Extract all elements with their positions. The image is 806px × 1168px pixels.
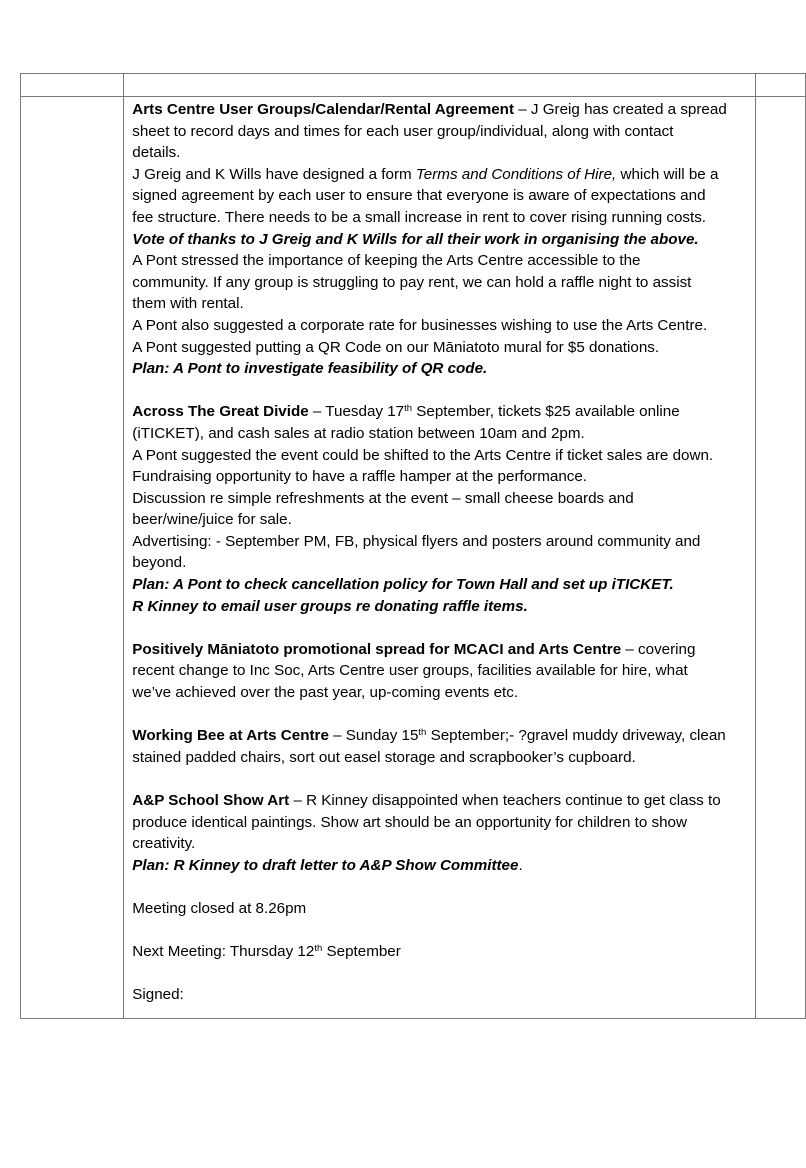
section-heading: Arts Centre User Groups/Calendar/Rental Agreement <box>132 101 515 118</box>
header-cell-3 <box>755 74 805 97</box>
minutes-table <box>20 73 806 1019</box>
vote-of-thanks: Vote of thanks to J Greig and K Wills for all their work in organising the above. <box>132 230 699 248</box>
table-header-row <box>21 74 806 97</box>
next-meeting-text: Next Meeting: Thursday 12th September <box>132 943 401 961</box>
action-plan: Plan: R Kinney to draft letter to A&P Show Committee <box>132 856 519 874</box>
section-great-divide: Across The Great Divide – Tuesday 17th September, tickets $25 available online (iTICKET), and cash sales at radio station between 10am and 2pm. A Pont suggested the event could be shifted to the Arts Centre if ticket sales are down. Fundraising opportunity to have a raffle hamper at the performance. Discussion re simple refreshments at the event – small cheese boards and beer/wine/juice for sale. Advertising: - September PM, FB, physical flyers and posters around community and beyond. Plan: A Pont to check cancellation policy for Town Hall and set up iTICKET. R Kinney to email user groups re donating raffle items. <box>132 401 753 617</box>
table-body-row <box>21 97 806 1019</box>
section-working-bee: Working Bee at Arts Centre – Sunday 15th September;- ?gravel muddy driveway, clean stained padded chairs, sort out easel storage and scrapbooker’s cupboard. <box>132 727 726 766</box>
section-heading: Positively Māniatoto promotional spread for MCACI and Arts Centre <box>132 640 622 658</box>
header-cell-1 <box>21 74 124 97</box>
section-user-groups: Arts Centre User Groups/Calendar/Rental Agreement – J Greig has created a spread sheet to record days and times for each user group/individual, along with contact details. J Greig and K Wills have designed a form Terms and Conditions of Hire, which will be a signed agreement by each user to ensure that everyone is aware of expectations and fee structure. There needs to be a small increase in rent to cover rising running costs. Vote of thanks to J Greig and K Wills for all their work in organising the above. A Pont stressed the importance of keeping the Arts Centre accessible to the community. If any group is struggling to pay rent, we can hold a raffle night to assist them with rental. A Pont also suggested a corporate rate for businesses wishing to use the Arts Centre. A Pont suggested putting a QR Code on our Māniatoto mural for $5 donations. Plan: A Pont to investigate feasibility of QR code. <box>132 99 753 380</box>
section-heading: Working Bee at Arts Centre <box>132 727 329 745</box>
section-promotional-spread: Positively Māniatoto promotional spread for MCACI and Arts Centre – covering recent change to Inc Soc, Arts Centre user groups, facilities available for hire, what we’ve achieved over the past year, up-coming events etc. <box>132 640 696 702</box>
action-plan: Plan: A Pont to check cancellation policy for Town Hall and set up iTICKET. <box>132 576 674 594</box>
left-cell <box>21 97 124 1019</box>
section-heading: Across The Great Divide <box>132 403 309 421</box>
header-cell-2 <box>124 74 756 97</box>
content-cell <box>124 97 756 1019</box>
action-plan: Plan: A Pont to investigate feasibility of QR code. <box>132 360 488 378</box>
section-school-show-art: A&P School Show Art – R Kinney disappointed when teachers continue to get class to produce identical paintings. Show art should be an opportunity for children to show creativity. Plan: R Kinney to draft letter to A&P Show Committee. <box>132 792 721 874</box>
right-cell <box>755 97 805 1019</box>
signed-line: Signed: <box>132 986 184 1004</box>
section-heading: A&P School Show Art <box>132 792 290 809</box>
meeting-closed-text: Meeting closed at 8.26pm <box>132 899 307 917</box>
action-plan: R Kinney to email user groups re donating raffle items. <box>132 597 528 615</box>
